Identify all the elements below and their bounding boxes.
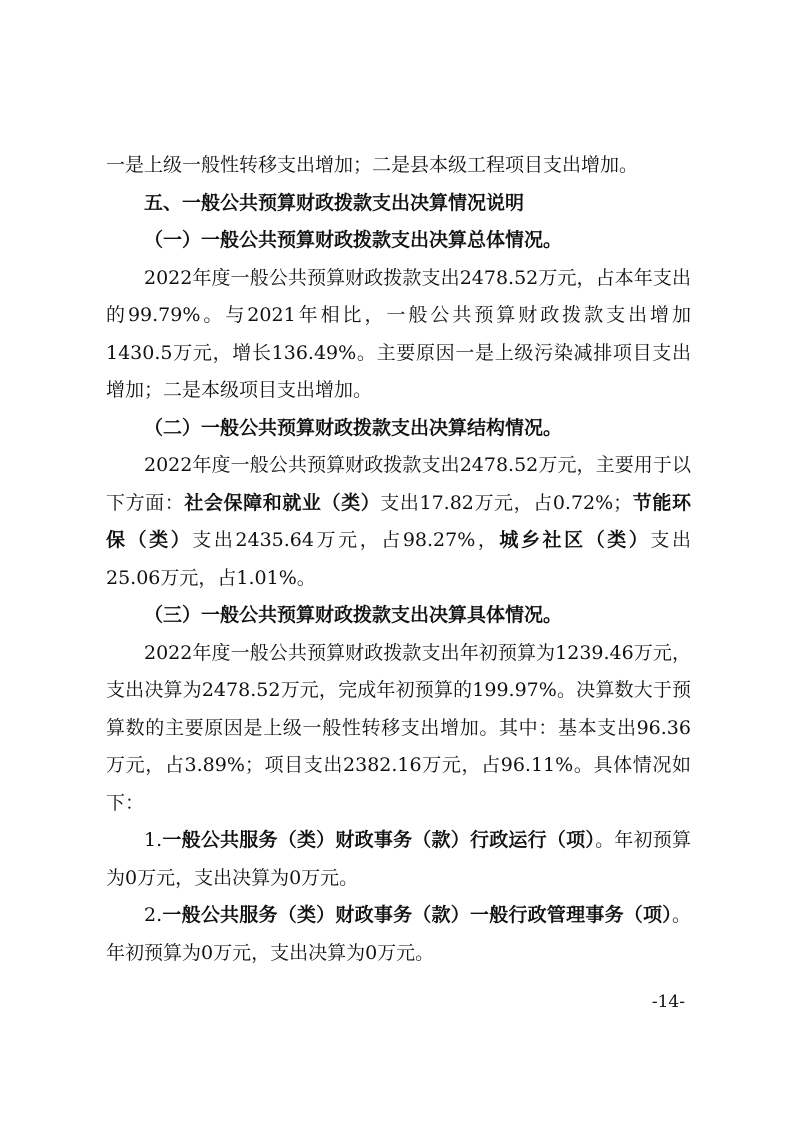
list-item-1 — [106, 822, 691, 897]
section-heading-5: 五、一般公共预算财政拨款支出决算情况说明 — [144, 191, 525, 214]
subsection-heading-2: （二）一般公共预算财政拨款支出决算结构情况。 — [144, 416, 563, 439]
list-item-1-text: 。年初预算为0万元，支出决算为0万元。 — [106, 829, 691, 889]
structure-text-2: 支出17.82万元，占0.72%； — [380, 491, 633, 514]
structure-text-1: 2022年度一般公共预算财政拨款支出2478.52万元，主要用于以下方面： — [106, 454, 691, 514]
paragraph-detail: 2022年度一般公共预算财政拨款支出年初预算为1239.46万元，支出决算为2478.52万元，完成年初预算的199.97%。决算数大于预算数的主要原因是上级一般性转移支出增加。其中：基本支出96.36万元，占3.89%；项目支出2382.16万元，占96.11%。具体情况如下： — [106, 641, 691, 814]
list-item-1-title: 一般公共服务（类）财政事务（款）行政运行（项） — [162, 829, 596, 851]
page-number: -14- — [651, 992, 685, 1012]
structure-text-4: 支出25.06万元，占1.01%。 — [106, 529, 691, 589]
list-item-1-number: 1. — [144, 829, 163, 851]
list-item-2 — [106, 897, 691, 972]
category-social-security: 社会保障和就业（类） — [184, 491, 381, 514]
list-item-2-text: 。年初预算为0万元，支出决算为0万元。 — [106, 904, 691, 964]
category-urban-rural: 城乡社区（类） — [499, 529, 651, 551]
paragraph-structure — [106, 447, 691, 597]
category-energy-environment: 节能环保（类） — [106, 491, 691, 551]
paragraph-overall: 2022年度一般公共预算财政拨款支出2478.52万元，占本年支出的99.79%。与2021年相比，一般公共预算财政拨款支出增加1430.5万元，增长136.49%。主要原因一是上级污染减排项目支出增加；二是本级项目支出增加。 — [106, 266, 691, 401]
paragraph-intro: 一是上级一般性转移支出增加；二是县本级工程项目支出增加。 — [106, 154, 639, 176]
subsection-heading-1: （一）一般公共预算财政拨款支出决算总体情况。 — [144, 229, 563, 251]
subsection-heading-3: （三）一般公共预算财政拨款支出决算具体情况。 — [144, 604, 563, 626]
list-item-2-number: 2. — [144, 904, 163, 926]
list-item-2-title: 一般公共服务（类）财政事务（款）一般行政管理事务（项） — [162, 904, 672, 926]
document-body — [106, 147, 691, 972]
structure-text-3: 支出2435.64万元，占98.27%， — [192, 529, 500, 551]
